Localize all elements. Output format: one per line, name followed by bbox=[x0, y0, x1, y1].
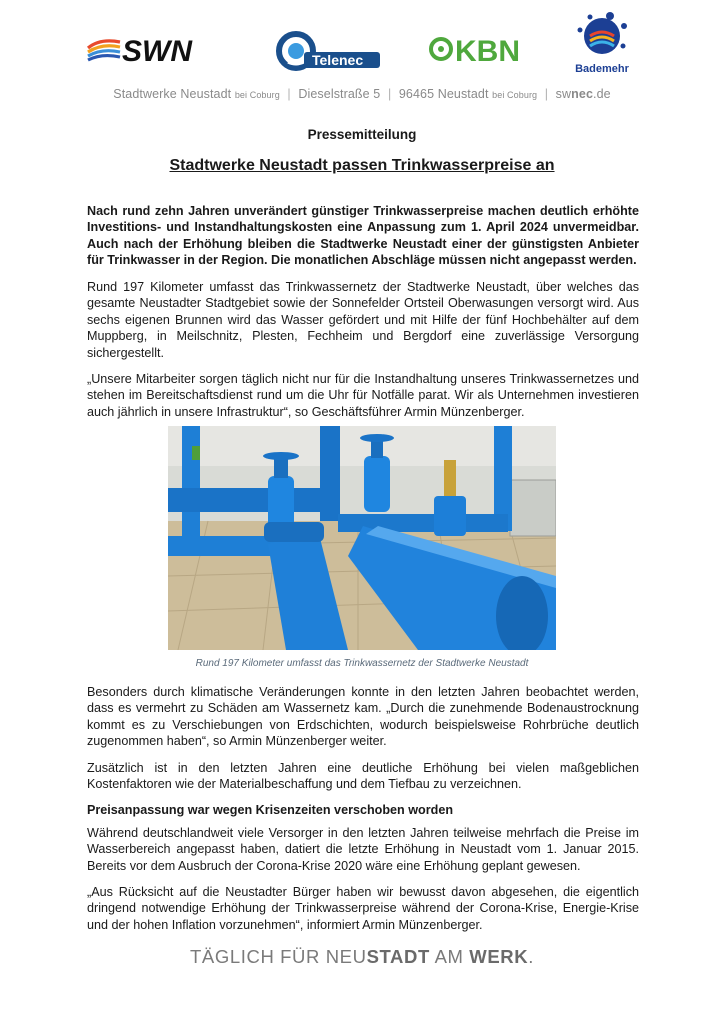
sender-address bbox=[0, 87, 724, 101]
address-city: 96465 Neustadt bbox=[398, 87, 489, 101]
document-type: Pressemitteilung bbox=[307, 127, 417, 142]
body-paragraph-2: „Unsere Mitarbeiter sorgen täglich nicht nur für die Instandhaltung unseres Trinkwassernetzes und stehen im Bereitschaftsdienst rund um die Uhr für Notfälle parat. Wir als Unternehmen investieren auch jährlich in unsere Infrastruktur“, so Geschäftsführer Armin Münzenberger. bbox=[87, 372, 639, 419]
kbn-logo-text: KBN bbox=[455, 35, 520, 66]
address-company-suffix: bei Coburg bbox=[234, 90, 280, 100]
lead-paragraph: Nach rund zehn Jahren unverändert günstiger Trinkwasserpreise machen deutlich erhöhte Investitions- und Instandhaltungskosten eine Anpassung zum 1. April 2024 unvermeidbar. Auch nach der Erhöhung bleiben die Stadtwerke Neustadt einer der günstigsten Anbieter für Trinkwasser in der Region. Die monatlichen Abschläge müssen nicht angepasst werden. bbox=[87, 204, 639, 268]
swn-logo bbox=[86, 34, 210, 66]
address-separator: | bbox=[387, 87, 392, 101]
logo-row bbox=[0, 10, 724, 78]
headline: Stadtwerke Neustadt passen Trinkwasserpreise an bbox=[169, 157, 555, 174]
photo-caption: Rund 197 Kilometer umfasst das Trinkwassernetz der Stadtwerke Neustadt bbox=[195, 658, 529, 669]
telenec-logo-text: Telenec bbox=[312, 52, 364, 68]
bademehr-logo bbox=[566, 10, 638, 78]
address-city-suffix: bei Coburg bbox=[492, 90, 538, 100]
bademehr-logo-text: Bademehr bbox=[575, 63, 629, 75]
address-website[interactable]: swnec.de bbox=[555, 87, 611, 101]
address-separator: | bbox=[544, 87, 549, 101]
address-street: Dieselstraße 5 bbox=[298, 87, 381, 101]
body-paragraph-5: Während deutschlandweit viele Versorger in den letzten Jahren teilweise mehrfach die Preise im Wasserbereich angepasst haben, datiert die letzte Erhöhung in Neustadt vom 1. Januar 2015. Bereits vor dem Ausbruch der Corona-Krise 2020 wäre eine Erhöhung geplant gewesen. bbox=[87, 826, 639, 873]
body-paragraph-6: „Aus Rücksicht auf die Neustadter Bürger haben wir bewusst davon abgesehen, die eigentlich dringend notwendige Erhöhung der Trinkwasserpreise während der Corona-Krise, Energie-Krise und der hohen Inflation vorzunehmen“, informiert Armin Münzenberger. bbox=[87, 885, 639, 932]
section-subheading: Preisanpassung war wegen Krisenzeiten verschoben worden bbox=[87, 803, 454, 817]
address-separator: | bbox=[287, 87, 291, 101]
body-paragraph-3: Besonders durch klimatische Veränderungen konnte in den letzten Jahren beobachtet werden, dass es vermehrt zu Schäden am Wassernetz kam. „Durch die zunehmende Bodenaustrocknung kommt es zu Verschiebungen von Erdschichten, wodurch beispielsweise Rohrbrüche deutlich zugenommen haben“, so Armin Münzenberger weiter. bbox=[87, 685, 639, 749]
footer-slogan: TÄGLICH FÜR NEUSTADT AM WERK. bbox=[190, 946, 534, 967]
water-pipes-photo bbox=[168, 426, 556, 650]
kbn-logo bbox=[428, 32, 528, 66]
telenec-logo bbox=[274, 26, 384, 76]
body-paragraph-1: Rund 197 Kilometer umfasst das Trinkwassernetz der Stadtwerke Neustadt, über welches das gesamte Neustadter Stadtgebiet sowie der Sonnefelder Ortsteil Oberwasungen versorgt wird. Aus sechs eigenen Brunnen wird das Wasser gefördert und mit Hilfe der fünf Hochbehälter auf dem Muppberg, in Meilschnitz, Plesten, Fechheim und Bergdorf eine zuverlässige Versorgung sichergestellt. bbox=[87, 280, 639, 360]
address-company: Stadtwerke Neustadt bbox=[113, 87, 232, 101]
body-paragraph-4: Zusätzlich ist in den letzten Jahren eine deutliche Erhöhung bei vielen maßgeblichen Kostenfaktoren wie der Materialbeschaffung und dem Tiefbau zu verzeichnen. bbox=[87, 761, 639, 792]
swn-logo-text: SWN bbox=[122, 35, 192, 66]
